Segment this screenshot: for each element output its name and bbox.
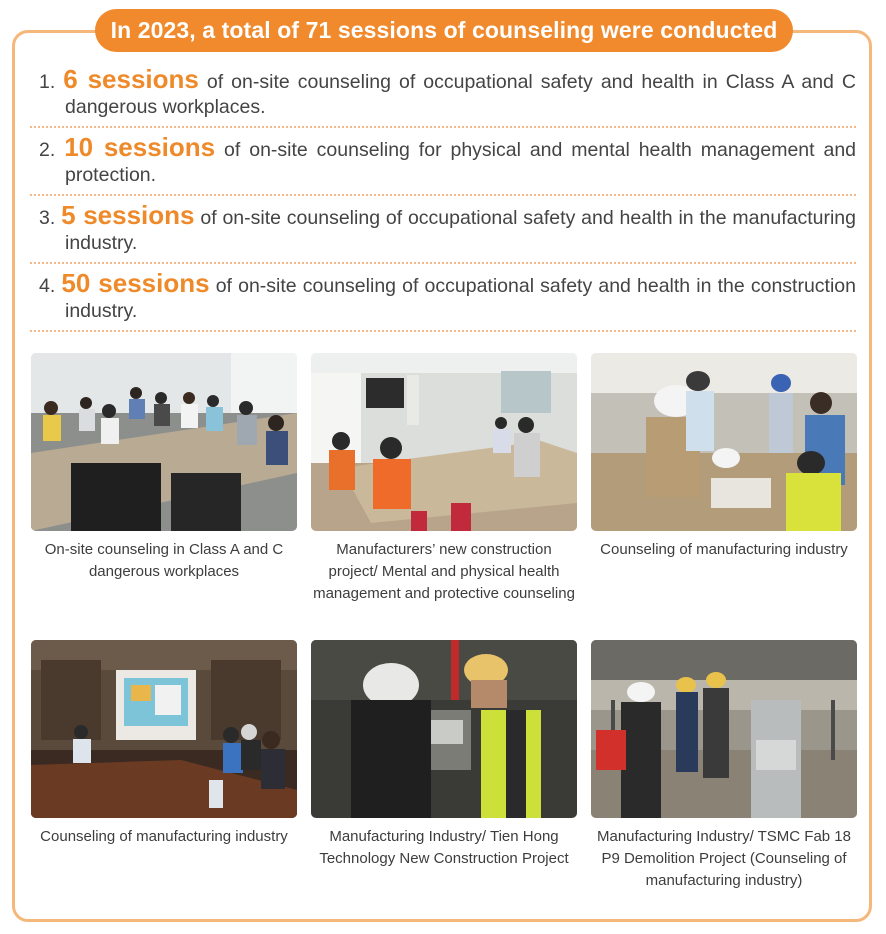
photo-industrial-site	[311, 640, 577, 818]
photo-caption: Counseling of manufacturing industry	[40, 828, 288, 845]
photo-card	[311, 353, 577, 605]
photo-caption: Manufacturing Industry/ TSMC Fab 18 P9 Demolition Project (Counseling of manufacturing industry)	[596, 828, 851, 889]
list-item	[30, 66, 856, 128]
item-number: 3.	[39, 207, 56, 229]
photo-card	[31, 640, 297, 848]
item-text: of on-site counseling for physical and mental health management and protection.	[65, 139, 857, 186]
photo-meeting-room	[31, 353, 297, 531]
photo-demolition-site	[591, 640, 857, 818]
title-banner: In 2023, a total of 71 sessions of counseling were conducted	[95, 9, 793, 52]
photo-card	[311, 640, 577, 870]
session-count: 6 sessions	[63, 64, 199, 94]
photo-caption: Counseling of manufacturing industry	[600, 541, 848, 558]
photo-presentation	[31, 640, 297, 818]
session-count: 5 sessions	[61, 200, 195, 230]
session-count: 50 sessions	[61, 268, 210, 298]
photo-classroom	[311, 353, 577, 531]
photo-card	[591, 353, 857, 561]
item-text: of on-site counseling of occupational safety and health in the manufacturing industry.	[65, 207, 856, 254]
photo-caption: Manufacturing Industry/ Tien Hong Technology New Construction Project	[319, 828, 569, 867]
item-number: 4.	[39, 275, 56, 297]
photo-caption: Manufacturers’ new construction project/ Mental and physical health management and protective counseling	[313, 541, 575, 602]
list-item	[30, 134, 856, 196]
item-text: of on-site counseling of occupational safety and health in Class A and C dangerous workplaces.	[65, 71, 857, 118]
photo-card	[591, 640, 857, 892]
item-number: 2.	[39, 139, 56, 161]
list-item	[30, 270, 856, 332]
session-count: 10 sessions	[64, 132, 216, 162]
list-item	[30, 202, 856, 264]
photo-caption: On-site counseling in Class A and C dangerous workplaces	[44, 541, 284, 580]
session-list	[30, 66, 856, 338]
item-number: 1.	[39, 71, 56, 93]
photo-manufacturing-1	[591, 353, 857, 531]
photo-card	[31, 353, 297, 583]
item-text: of on-site counseling of occupational safety and health in the construction industry.	[65, 275, 856, 322]
